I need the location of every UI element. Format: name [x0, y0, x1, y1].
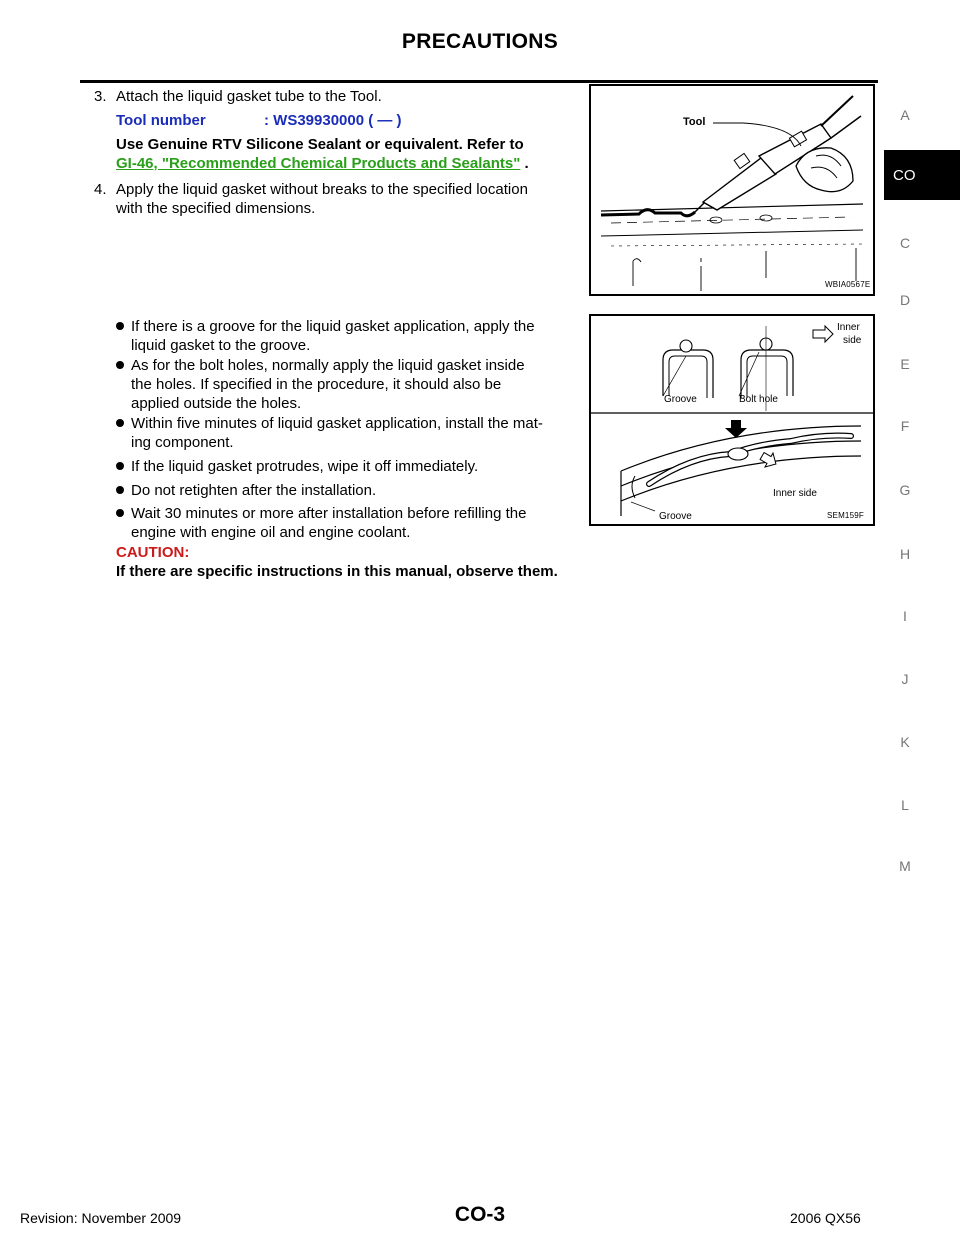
index-item-co-active[interactable] [884, 150, 960, 200]
bullet-icon [116, 462, 124, 470]
bullet-line: As for the bolt holes, normally apply the liquid gasket inside [131, 357, 525, 374]
index-item-a[interactable]: A [900, 107, 910, 123]
footer-revision: Revision: November 2009 [20, 1210, 182, 1226]
footer-page-number: CO-3 [454, 1203, 506, 1226]
step-text-line-2: with the specified dimensions. [116, 200, 316, 217]
list-item [116, 481, 582, 500]
index-item-i[interactable]: I [903, 608, 907, 624]
index-active-label: CO [893, 166, 916, 184]
bullet-line: the holes. If specified in the procedure, it should also be [131, 376, 502, 393]
figure-groove-bolt-hole [589, 314, 875, 526]
step-text-line-1: Apply the liquid gasket without breaks to the specified location [116, 181, 528, 198]
caution-title: CAUTION: [116, 544, 190, 561]
index-item-k[interactable]: K [900, 734, 910, 750]
step-3 [94, 87, 582, 106]
figure-label-inner-side-lower: Inner side [773, 488, 817, 499]
figure-tool-application [589, 84, 875, 296]
index-item-l[interactable]: L [901, 797, 909, 813]
figure-code: SEM159F [827, 511, 864, 520]
step-text: Attach the liquid gasket tube to the Tool. [116, 88, 382, 105]
groove-illustration [591, 316, 873, 524]
list-item [116, 414, 582, 452]
index-item-f[interactable]: F [900, 418, 910, 434]
reference-link[interactable]: GI-46, "Recommended Chemical Products and Sealants" [116, 155, 521, 172]
bullet-icon [116, 509, 124, 517]
reference-link-suffix: . [520, 155, 529, 172]
caution-text: If there are specific instructions in this manual, observe them. [116, 563, 558, 580]
index-item-m[interactable]: M [899, 858, 911, 874]
page-title: PRECAUTIONS [401, 30, 559, 53]
figure-label-bolt-hole: Bolt hole [739, 394, 778, 405]
figure-label-inner-side: Inner [837, 322, 860, 333]
bullet-line: If there is a groove for the liquid gasket application, apply the [131, 318, 535, 335]
bullet-icon [116, 361, 124, 369]
step-4 [94, 180, 582, 218]
figure-label-tool: Tool [683, 116, 706, 128]
bullet-line: Within five minutes of liquid gasket application, install the mat- [131, 415, 543, 432]
index-item-h[interactable]: H [899, 546, 911, 562]
sealant-note [116, 135, 582, 173]
list-item [116, 317, 582, 355]
bullet-icon [116, 322, 124, 330]
bullet-line: applied outside the holes. [131, 395, 302, 412]
tool-number-line [116, 111, 402, 130]
bullet-line: Wait 30 minutes or more after installation before refilling the [131, 505, 527, 522]
index-item-e[interactable]: E [900, 356, 910, 372]
footer-model: 2006 QX56 [790, 1210, 861, 1226]
tool-number-label: Tool number [116, 112, 206, 129]
index-item-g[interactable]: G [899, 482, 911, 498]
bullet-line: If the liquid gasket protrudes, wipe it off immediately. [131, 458, 479, 475]
figure-code: WBIA0567E [825, 280, 871, 289]
step-number: 4. [94, 181, 107, 198]
list-item [116, 504, 582, 542]
figure-label-groove-lower: Groove [659, 511, 692, 522]
sealant-note-text: Use Genuine RTV Silicone Sealant or equivalent. Refer to [116, 136, 524, 153]
index-item-c[interactable]: C [899, 235, 911, 251]
index-item-j[interactable]: J [901, 671, 909, 687]
figure-label-groove: Groove [664, 394, 697, 405]
bullet-icon [116, 486, 124, 494]
figure-label-inner-side-2: side [843, 335, 862, 346]
bullet-line: ing component. [131, 434, 234, 451]
tool-number-value: : WS39930000 ( — ) [264, 112, 402, 129]
title-rule [80, 80, 878, 83]
bullet-icon [116, 419, 124, 427]
bullet-line: engine with engine oil and engine coolant. [131, 524, 411, 541]
bullet-line: Do not retighten after the installation. [131, 482, 377, 499]
step-number: 3. [94, 88, 107, 105]
bullet-line: liquid gasket to the groove. [131, 337, 311, 354]
tool-illustration [591, 86, 873, 294]
list-item [116, 356, 582, 413]
index-item-d[interactable]: D [899, 292, 911, 308]
list-item [116, 457, 582, 476]
